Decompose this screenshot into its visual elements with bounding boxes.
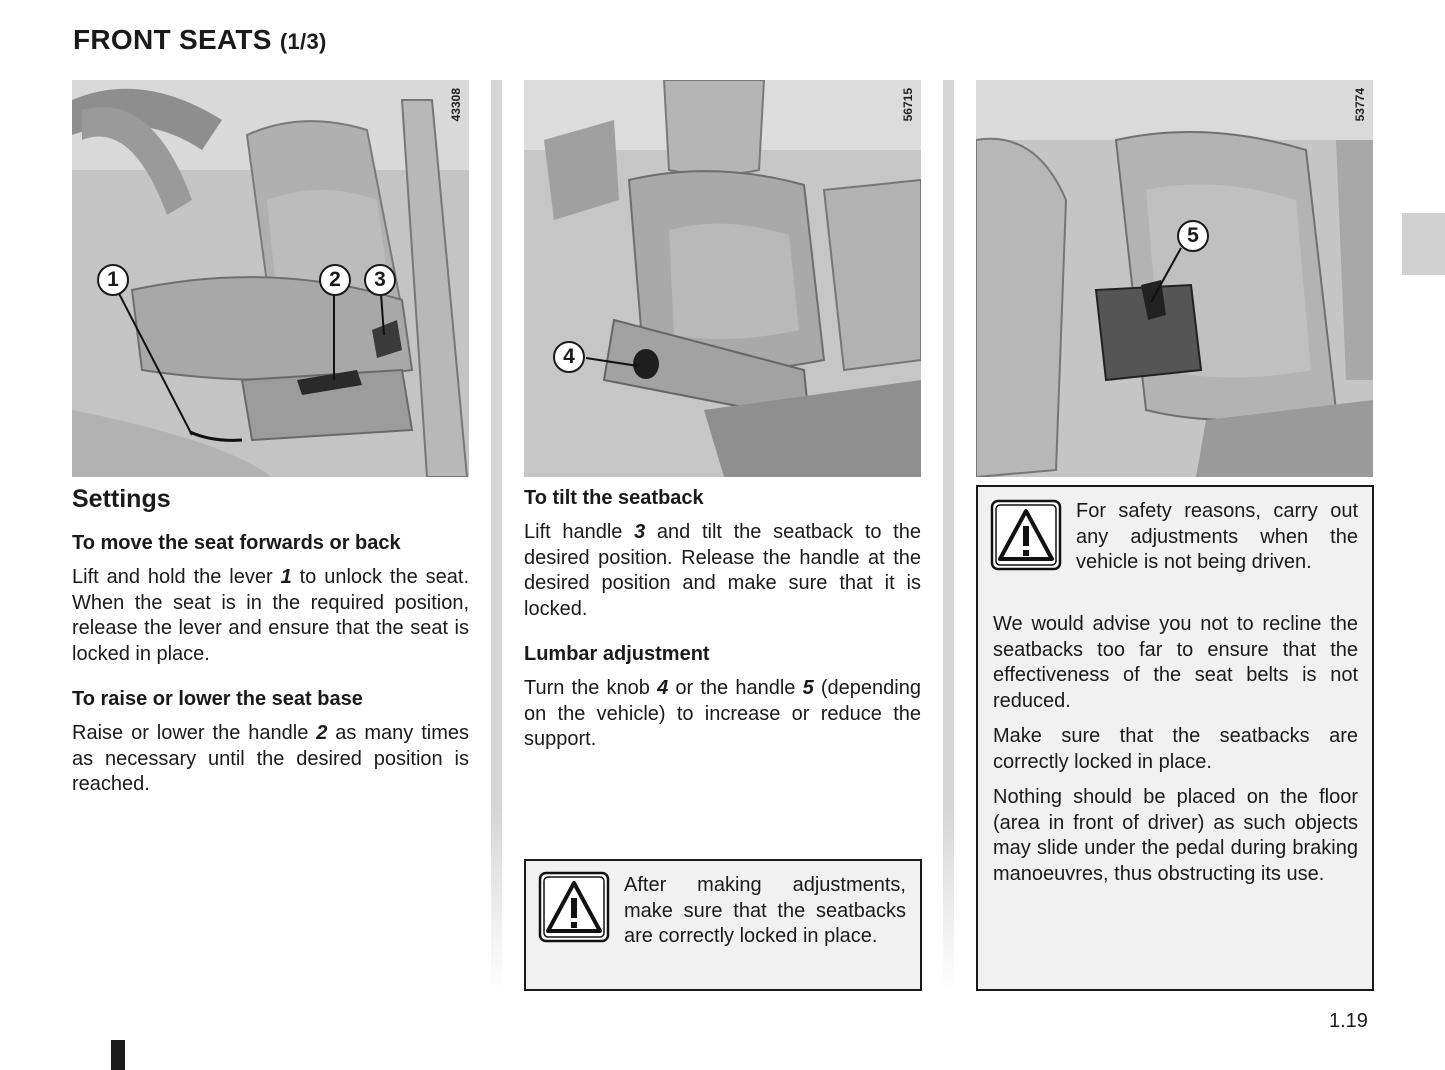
ref-knob-4: 4: [657, 677, 669, 699]
column-seatback: [524, 487, 921, 774]
figure-seat-levers: [72, 80, 469, 477]
move-seat-text: Lift and hold the lever 1 to unlock the seat. When the seat is in the required position, release the lever and ensure that the seat is locked in place.: [72, 566, 470, 665]
callout-1: 1: [97, 264, 129, 296]
raise-seat-text: Raise or lower the handle 2 as many times as necessary until the desired position is reached.: [72, 722, 469, 795]
seat-illustration-1: [72, 80, 469, 477]
seat-illustration-2: [524, 80, 921, 477]
ref-handle-2: 2: [316, 722, 328, 744]
callout-2: 2: [319, 264, 351, 296]
settings-heading: Settings: [72, 485, 171, 513]
callout-5: 5: [1177, 220, 1209, 252]
warning-text-floor: Nothing should be placed on the floor (area in front of driver) as such objects may slide under the pedal during braking manoeuvres, thus obstructing its use.: [993, 786, 1358, 885]
figure-code: 53774: [1353, 88, 1367, 122]
callout-3: 3: [364, 264, 396, 296]
tilt-seatback-heading: To tilt the seatback: [524, 487, 704, 509]
raise-seat-heading: To raise or lower the seat base: [72, 688, 363, 710]
tilt-seatback-text: Lift handle 3 and tilt the seatback to the desired position. Release the handle at the desired position and make sure that it is locked.: [524, 521, 921, 620]
figure-lumbar-handle: [976, 80, 1373, 477]
warning-text-adjustments: After making adjustments, make sure that the seatbacks are correctly locked in place.: [624, 874, 906, 947]
column-divider: [491, 80, 502, 992]
chapter-tab-marker: [1402, 213, 1445, 275]
page-title-suffix: (1/3): [279, 29, 327, 54]
warning-triangle-icon: [538, 871, 610, 943]
warning-body: [993, 612, 1358, 897]
warning-text-locked: Make sure that the seatbacks are correctly locked in place.: [993, 725, 1358, 773]
page-title-main: FRONT SEATS: [73, 24, 272, 55]
ref-handle-3: 3: [634, 521, 646, 543]
edge-marker: [111, 1040, 125, 1070]
page-title: [73, 24, 327, 56]
figure-code: 56715: [901, 88, 915, 122]
lumbar-text: Turn the knob 4 or the handle 5 (depending on the vehicle) to increase or reduce the support.: [524, 677, 921, 750]
figure-code: 43308: [449, 88, 463, 122]
warning-text-recline: We would advise you not to recline the seatbacks too far to ensure that the effectiveness of the seat belts is not reduced.: [993, 613, 1358, 712]
lumbar-heading: Lumbar adjustment: [524, 643, 710, 665]
move-seat-heading: To move the seat forwards or back: [72, 532, 401, 554]
warning-box-safety: [976, 485, 1374, 991]
ref-lever-1: 1: [280, 566, 292, 588]
figure-lumbar-knob: [524, 80, 921, 477]
seat-illustration-3: [976, 80, 1373, 477]
page-number: 1.19: [1329, 1010, 1368, 1032]
callout-4: 4: [553, 341, 585, 373]
column-divider: [943, 80, 954, 992]
warning-triangle-icon: [990, 499, 1062, 571]
ref-handle-5: 5: [802, 677, 814, 699]
warning-box-adjustments: [524, 859, 922, 991]
warning-text-safety-lead: For safety reasons, carry out any adjustments when the vehicle is not being driven.: [1076, 500, 1358, 573]
column-settings: [72, 485, 469, 819]
